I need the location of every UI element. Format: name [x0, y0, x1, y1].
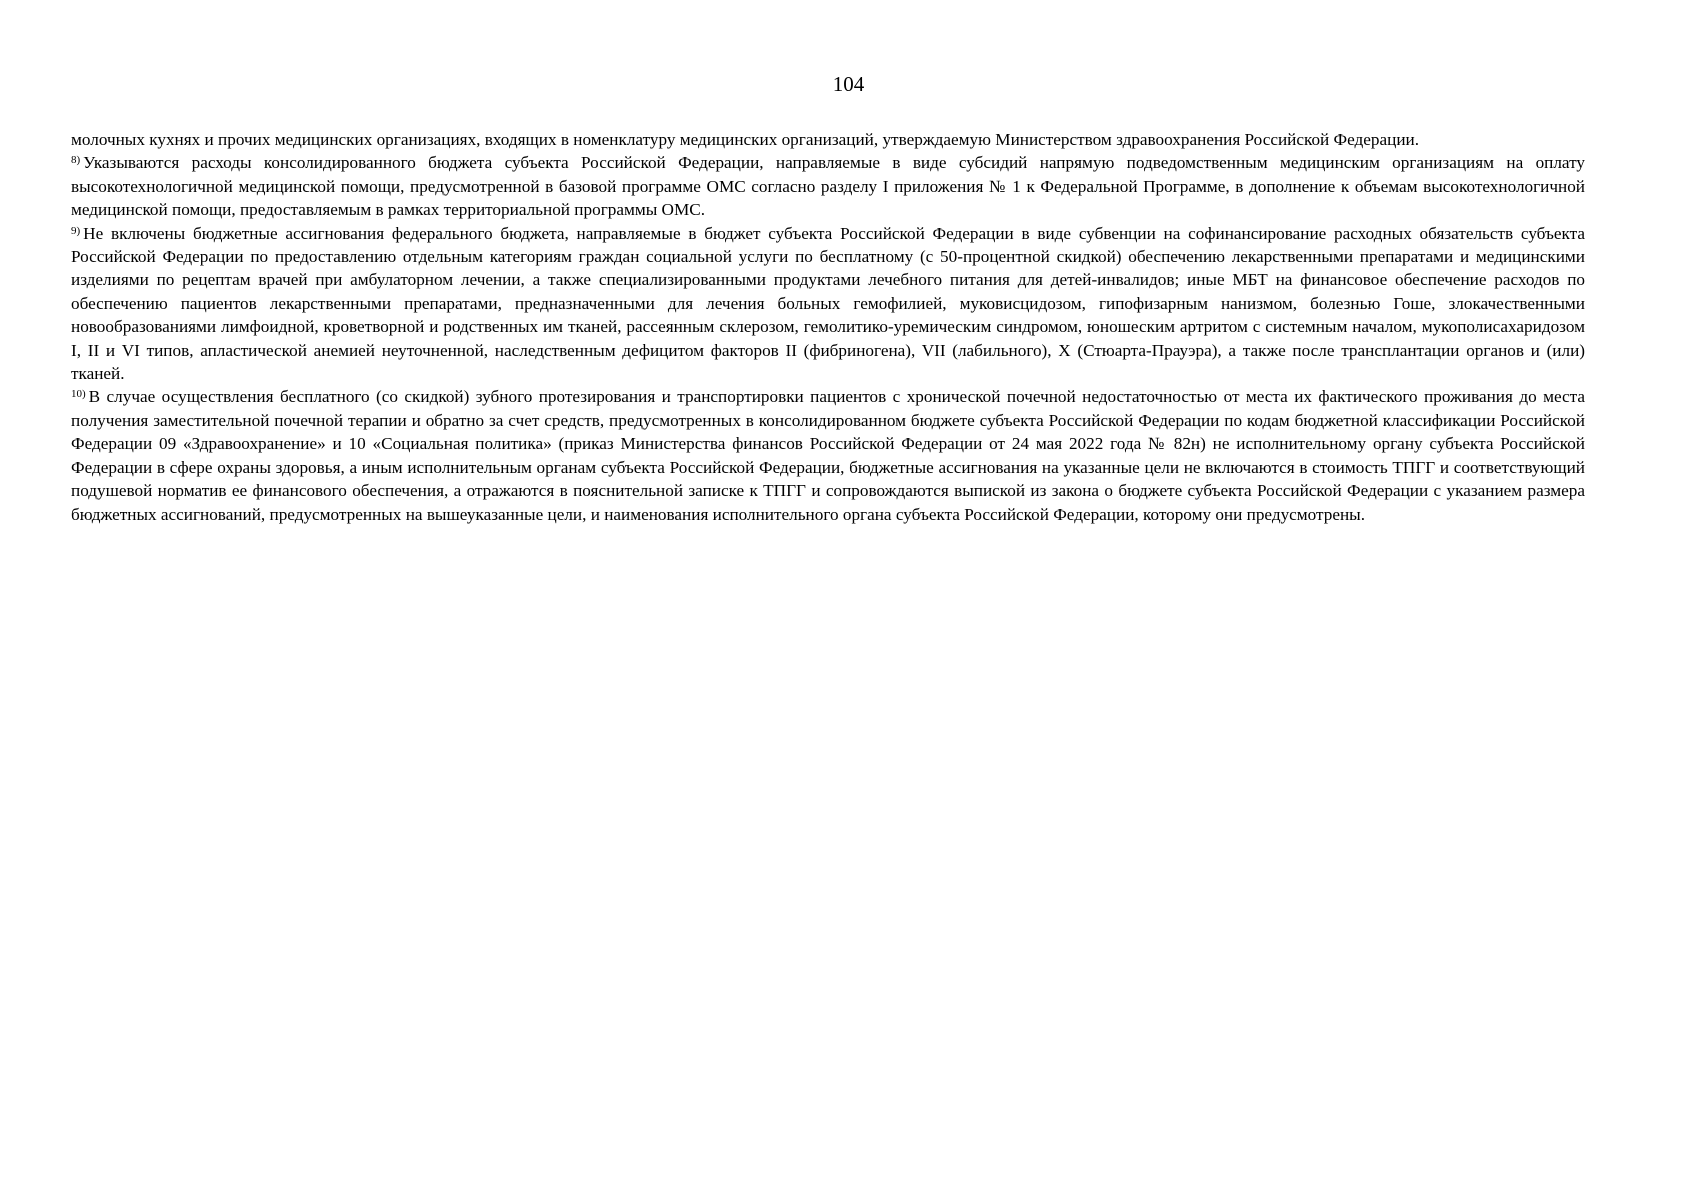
page-number: 104: [832, 72, 865, 96]
footnote-8: [71, 151, 1585, 221]
footnote-9: [71, 222, 1585, 386]
footnote-text: Указываются расходы консолидированного бюджета субъекта Российской Федерации, направляемые в виде субсидий напрямую подведомственным медицинским организациям на оплату высокотехнологичной медицинской помощи, предусмотренной в базовой программе ОМС согласно разделу I приложения № 1 к Федеральной Программе, в дополнение к объемам высокотехнологичной медицинской помощи, предоставляемым в рамках территориальной программы ОМС.: [71, 153, 1585, 220]
footnote-marker: 9): [71, 224, 81, 237]
footnote-10: [71, 385, 1585, 525]
footnote-text: Не включены бюджетные ассигнования федерального бюджета, направляемые в бюджет субъекта Российской Федерации в виде субвенции на софинансирование расходных обязательств субъекта Российской Федерации по предоставлению отдельным категориям граждан социальной услуги по бесплатному (с 50-процентной скидкой) обеспечению лекарственными препаратами и медицинскими изделиями по рецептам врачей при амбулаторном лечении, а также специализированными продуктами лечебного питания для детей-инвалидов; иные МБТ на финансовое обеспечение расходов по обеспечению пациентов лекарственными препаратами, предназначенными для лечения больных гемофилией, муковисцидозом, гипофизарным нанизмом, болезнью Гоше, злокачественными новообразованиями лимфоидной, кроветворной и родственных им тканей, рассеянным склерозом, гемолитико-уремическим синдромом, юношеским артритом с системным началом, мукополисахаридозом I, II и VI типов, апластической анемией неуточненной, наследственным дефицитом факторов II (фибриногена), VII (лабильного), X (Стюарта-Прауэра), а также после трансплантации органов и (или) тканей.: [71, 223, 1585, 384]
footnote-text: В случае осуществления бесплатного (со скидкой) зубного протезирования и транспортировки пациентов с хронической почечной недостаточностью от места их фактического проживания до места получения заместительной почечной терапии и обратно за счет средств, предусмотренных в консолидированном бюджете субъекта Российской Федерации по кодам бюджетной классификации Российской Федерации 09 «Здравоохранение» и 10 «Социальная политика» (приказ Министерства финансов Российской Федерации от 24 мая 2022 года № 82н) не исполнительному органу субъекта Российской Федерации в сфере охраны здоровья, а иным исполнительным органам субъекта Российской Федерации, бюджетные ассигнования на указанные цели не включаются в стоимость ТПГГ и соответствующий подушевой норматив ее финансового обеспечения, а отражаются в пояснительной записке к ТПГГ и сопровождаются выпиской из закона о бюджете субъекта Российской Федерации с указанием размера бюджетных ассигнований, предусмотренных на вышеуказанные цели, и наименования исполнительного органа субъекта Российской Федерации, которому они предусмотрены.: [71, 387, 1585, 524]
footnote-marker: 10): [71, 388, 86, 401]
footnote-continuation: [71, 128, 1585, 151]
footnote-marker: 8): [71, 154, 81, 167]
footnote-text: молочных кухнях и прочих медицинских организациях, входящих в номенклатуру медицинских организаций, утверждаемую Министерством здравоохранения Российской Федерации.: [71, 130, 1420, 149]
footnotes-block: [71, 128, 1585, 526]
